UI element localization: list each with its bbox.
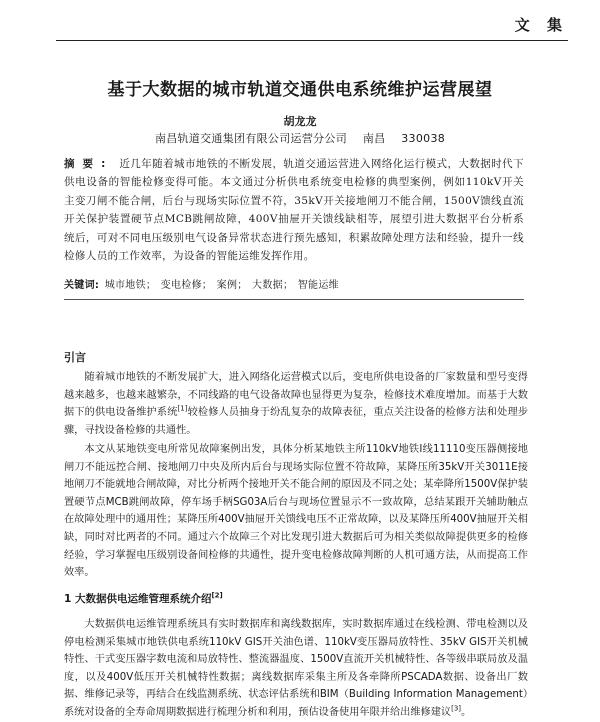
intro-paragraph-2: 本文从某地铁变电所常见故障案例出发，具体分析某地铁主所110kV地铁Ⅰ线11110变压器侧接地闸刀不能远控合闸、接地闸刀中央及所内后台与现场实际位置不符故障，某降压所35kV开关3011E接地闸刀不能就地合闸故障，对比分析两个接地开关不能合闸的原因及不同之处；某牵降所1500V保护装置硬节点MCB跳闸故障，停车场手柄SG03A后台与现场位置显示不一致故障，总结某跟开关辅助触点在故障处理中的通用性；某降压所400V抽屉开关馈线电压不正常故障，以及某降压所400V抽屉开关相缺，同时对比两者的不同。通过六个故障三个对比发现引进大数据后可为相关类似故障提供更多的检修经验，学习掌握电压级别设备间检修的共通性，提升变电检修故障判断的人机可通方法，从而提高工作效率。 <box>64 444 528 579</box>
keyword: 变电检修； <box>160 280 213 291</box>
section-1-end: 。 <box>461 706 472 718</box>
column-tag: 文 集 <box>514 16 568 34</box>
article-title: 基于大数据的城市轨道交通供电系统维护运营展望 <box>107 80 493 100</box>
intro-p1-text: 随着城市地铁的不断发展扩大，进入网络化运营模式以后，变电所供电设备的厂家数量和型号变得越来越多，也越来越繁杂，不同线路的电气设备故障也显得更为复杂，检修技术难度增加。而基于大数据下的供电设备维护系统 <box>64 372 528 419</box>
intro-paragraph-1 <box>64 369 528 439</box>
abstract <box>64 155 524 265</box>
keyword: 大数据； <box>252 280 294 291</box>
header-rule <box>56 40 568 41</box>
keyword: 智能运维 <box>297 280 339 291</box>
abstract-text: 近几年随着城市地铁的不断发展，轨道交通运营进入网络化运行模式，大数据时代下供电设备的智能检修变得可能。本文通过分析供电系统变电检修的典型案例，例如110kV开关主变刀闸不能合闸，后台与现场实际位置不符，35kV开关接地闸刀不能合闸，1500V馈线直流开关保护装置硬节点MCB跳闸故障，400V抽屉开关馈线缺相等，展望引进大数据平台分析系统后，可对不同电压级别电气设备异常状态进行预先感知，积累故障处理方法和经验，提升一线检修人员的工作效率，为设备的智能运维发挥作用。 <box>64 158 524 263</box>
keywords <box>64 276 524 291</box>
keywords-label: 关键词: <box>64 280 100 291</box>
affiliation <box>0 130 600 146</box>
citation-ref: [1] <box>177 404 188 413</box>
citation-ref: [3] <box>451 704 462 713</box>
affiliation-org: 南昌轨道交通集团有限公司运营分公司 <box>154 132 348 145</box>
keyword: 案例； <box>216 280 248 291</box>
author-name: 胡龙龙 <box>283 115 317 128</box>
section-1-paragraph <box>64 616 528 722</box>
section-heading-1 <box>64 591 223 606</box>
affiliation-city: 南昌 <box>362 132 386 145</box>
affiliation-zip: 330038 <box>401 132 446 145</box>
keyword: 城市地铁； <box>104 280 157 291</box>
section-1-text: 大数据供电运维管理系统具有实时数据库和离线数据库，实时数据库通过在线检测、带电检测以及停电检测采集城市地铁供电系统110kV GIS开关油色谱、110kV变压器局放特性、35kV GIS开关机械特性、干式变压器字数电流和局放特性、整流器温度、1500V直流开关机械特性、各等级串联局放及温度，以及400V低压开关机械特性数据；离线数据库采集主所及各牵降所PSCADA数据、设备出厂数据、维修记录等，再结合在线监测系统、状态评估系统和BIM（Building Information Management）系统对设备的全寿命周期数据进行梳理分析和利用，预估设备使用年限并给出维修建议 <box>64 619 528 718</box>
citation-ref: [2] <box>211 591 223 600</box>
section-1-title: 1 大数据供电运维管理系统介绍 <box>64 593 212 605</box>
intro-p1-cont: 较检修人员抽身于纷乱复杂的故障表征，重点关注设备的检修方法和处理步骤，寻找设备检修的共通性。 <box>64 407 529 436</box>
abstract-label: 摘要: <box>64 158 114 170</box>
keywords-rule <box>64 299 524 300</box>
section-heading-intro: 引言 <box>64 351 86 364</box>
